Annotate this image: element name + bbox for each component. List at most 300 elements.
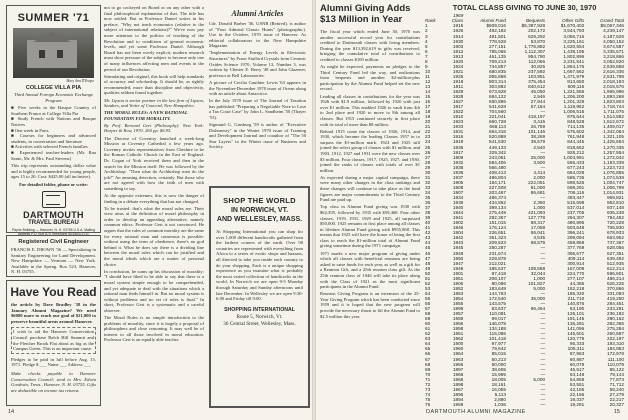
table-cell: 1897 <box>452 366 464 372</box>
table-cell: 584,406 <box>489 159 506 165</box>
table-cell: 40 <box>425 220 431 226</box>
table-cell: 1963 <box>452 356 464 362</box>
table-cell: 537,014 <box>567 205 585 211</box>
table-cell: 937,148 <box>607 205 624 211</box>
table-cell: 203,467 <box>489 189 506 195</box>
table-cell: 794,452 <box>607 215 624 221</box>
magazine-footer: DARTMOUTH ALUMNI MAGAZINE <box>426 409 526 415</box>
table-cell: 1,667,562 <box>563 68 585 74</box>
table-cell: 97,977 <box>491 341 506 347</box>
table-cell: — <box>540 311 546 317</box>
table-cell: — <box>540 396 546 402</box>
table-cell: 2,231,541 <box>563 58 585 64</box>
table-cell: 3,218,866 <box>603 53 624 59</box>
shop-sub1: IN NORWICH, VT. <box>230 207 289 214</box>
table-cell: 58,240 <box>609 386 624 392</box>
shop-addr2: 36 Central Street, Wellesley, Mass. <box>223 320 296 327</box>
summer-item: ■ Experienced teacher-leaders (Mr. Rau Santo, Mr. & Mrs. Paul Stevens) <box>11 149 96 161</box>
table-cell: 53,551 <box>569 381 585 387</box>
table-cell: 7 <box>425 53 428 59</box>
table-cell: 42,185 <box>569 386 585 392</box>
table-cell: 70 <box>425 371 431 377</box>
alumni-articles-column <box>209 5 306 181</box>
table-cell: 639,492 <box>607 255 624 261</box>
reward-ad <box>6 280 101 406</box>
table-cell: 3,052,820 <box>603 58 624 64</box>
table-cell: 1967 <box>452 386 464 392</box>
table-cell: 761,948 <box>567 134 585 140</box>
table-cell: 1950 <box>452 255 464 261</box>
table-cell: 680,835 <box>489 68 506 74</box>
story-paragraph: Behind 1915 come the classes of 1926, 1914, and 1930, which became the leading Classes 1957 in to surpass the $1-million mark. 1924 and 1925 still joined the select group of classes with $1 million, and 1903, 1912, 1927 and 1931 were the new classes over $3 million. Four classes, 1917, 1925, 1927, and 1930, joined the ranks of classes with totals of over $1 million. <box>320 128 420 173</box>
table-cell: 182,218 <box>567 285 585 291</box>
table-cell: 421,093 <box>528 210 546 216</box>
table-cell: 2,540 <box>533 144 546 150</box>
table-cell: — <box>540 164 546 170</box>
summer-item: ■ Five weeks in the Basque Country of Southern France at College Villa Pia <box>11 105 96 116</box>
table-cell: 785,065 <box>489 48 506 54</box>
table-cell: 18,161 <box>491 381 506 387</box>
table-cell: 1912 <box>452 48 464 54</box>
table-cell: 60,079 <box>569 361 585 367</box>
article-byline: By Prof. Bernard Gert (Philosophy). New York: Harper & Row, 1970. 260 pp. $6.95. <box>104 122 204 134</box>
table-cell: 65 <box>425 346 431 352</box>
table-cell: 183,648 <box>489 285 506 291</box>
summer-contact: For detailed folder, phone or write: <box>19 181 88 187</box>
table-cell: 1969 <box>452 401 464 407</box>
table-cell: 1,776,882 <box>524 43 546 49</box>
table-cell: 2,000 <box>533 174 546 180</box>
article-paragraph: To be trusted: that's what the moral rules are. Their view aims at the definition of moral philosophy in order to develop an appealing alternative, namely common ethics. Professor Gert is not convinced. He argues that the rules of common morality are the same for every rational man and consensus is possible: without using the term of obedience, there's no god behind it. What he does say there is a dividing line between the moral rules which can be justified and the moral ideals which are a matter of personal choice. <box>104 205 204 267</box>
table-cell: 50 <box>425 270 431 276</box>
table-cell: 1,014,931 <box>603 189 624 195</box>
travel-address: Payne Building — Hanover, N. H. 03755 U.S.A. Mailing address P.O. Box 870 Telephone 603/643-2711 <box>12 227 95 236</box>
table-cell: 629,292 <box>528 33 546 39</box>
table-cell: 709,213 <box>489 58 506 64</box>
table-cell: 541,530 <box>489 139 506 145</box>
table-cell: 1956 <box>452 321 464 327</box>
table-cell: 222,197 <box>607 336 624 342</box>
table-cell: 19 <box>425 114 431 120</box>
table-cell: 1916 <box>452 134 464 140</box>
table-title: TOTAL CLASS GIVING TO JUNE 30, 1970 <box>452 3 597 12</box>
table-cell: 1905 <box>452 179 464 185</box>
table-cell: 176,124 <box>489 225 506 231</box>
table-cell: 1896 <box>452 391 464 397</box>
table-cell: 53,190 <box>569 306 585 312</box>
table-cell: 27,279 <box>609 391 624 397</box>
summer-items <box>11 105 96 161</box>
table-cell: 1946 <box>452 225 464 231</box>
table-cell: 191,145 <box>567 316 585 322</box>
table-cell: 1,425,554 <box>603 139 624 145</box>
article-column <box>104 5 204 405</box>
table-cell: 120,779 <box>567 336 585 342</box>
table-cell: 27 <box>425 154 431 160</box>
table-cell: 503,648 <box>567 225 585 231</box>
table-cell: 87,963 <box>569 351 585 357</box>
table-cell: — <box>540 260 546 266</box>
table-cell: 15,995 <box>491 371 506 377</box>
table-cell: 26,769 <box>530 124 546 130</box>
villa-photo <box>13 28 94 78</box>
table-cell: 1954 <box>452 295 464 301</box>
table-cell: 2,531,798 <box>603 73 624 79</box>
table-cell: 486,374 <box>489 195 506 200</box>
table-cell: 108,568 <box>528 265 546 271</box>
table-cell: 1 <box>425 23 428 29</box>
table-cell: 1958 <box>452 326 464 332</box>
table-cell: 43 <box>425 235 431 241</box>
table-cell: 512,935 <box>607 260 624 266</box>
table-cell: 224,770 <box>567 270 585 276</box>
summer-item: ■ Study French with Nations and Basque Natives <box>11 116 96 127</box>
table-cell: 1,512,672 <box>603 119 624 125</box>
table-cell: 115,086 <box>489 331 506 337</box>
reward-form: Pledges to be paid in full before Aug. 15, 1971. Pledge $ ___ Name ___ Address ___ <box>11 356 96 368</box>
table-cell: 294,307 <box>567 215 585 221</box>
article-paragraph: At the opposite extremes, this is now the danger of finding in a debate everything that has not changed. <box>104 193 204 204</box>
table-cell: 704,560 <box>489 109 506 115</box>
table-cell: 5,113 <box>494 391 506 397</box>
table-cell: 1904 <box>452 230 464 236</box>
table-cell: 541,628 <box>489 104 506 110</box>
table-cell: — <box>540 290 546 296</box>
table-cell: 22,217 <box>609 396 624 402</box>
table-cell: 663,952 <box>607 235 624 241</box>
table-cell: 3,674,587 <box>603 43 624 49</box>
table-cell: 1,864,176 <box>563 63 585 69</box>
table-cell: 18,005 <box>491 376 506 382</box>
table-cell: 673,928 <box>489 89 506 95</box>
giving-table <box>424 13 625 407</box>
table-cell: 30 <box>425 169 431 175</box>
table-cell: 813,650 <box>567 78 585 84</box>
table-cell: 50,213 <box>491 356 506 362</box>
table-cell: 844,445 <box>567 139 585 145</box>
table-cell: 1959 <box>452 316 464 322</box>
table-cell: 46 <box>425 250 431 256</box>
shop-addr1: Route 5, Norwich, Vt. <box>236 313 283 320</box>
table-cell: 101,418 <box>489 336 506 342</box>
table-cell: — <box>540 351 546 357</box>
table-cell: 1939 <box>452 200 464 206</box>
table-cell: 38 <box>425 210 431 216</box>
table-cell: 68,579 <box>530 240 546 246</box>
table-cell: 38,269 <box>530 134 546 140</box>
table-cell: 370,866 <box>607 285 624 291</box>
table-cell: 1909 <box>452 154 464 160</box>
table-cell: 461,135 <box>489 53 506 59</box>
table-cell: 486,214 <box>607 275 624 281</box>
table-cell: 1960 <box>452 346 464 352</box>
shop-name: SHOPPING INTERNATIONAL <box>224 306 295 313</box>
table-cell: 193,310 <box>607 341 624 347</box>
table-cell: 4,414 <box>533 169 546 175</box>
table-cell: 86,681 <box>530 189 546 195</box>
table-cell: 1947 <box>452 260 464 266</box>
table-cell: 1,201,329 <box>563 99 585 105</box>
table-cell: 57 <box>425 306 431 312</box>
alumni-article-item: A picture of Cecilia Gauthier Lewis '63 appears in the November-December 1970 issue of Ocean along with an article about Antarctica. <box>209 79 306 97</box>
table-cell: 677,243 <box>567 164 585 170</box>
table-cell: 1966 <box>452 361 464 367</box>
table-cell: 459,868 <box>567 240 585 246</box>
shop-title: SHOP THE WORLD <box>223 196 296 205</box>
table-cell: 103,951 <box>528 73 546 79</box>
table-cell: 1,221,566 <box>563 89 585 95</box>
shop-body: At Shopping International you can shop for over 1,000 different handicrafts gathered from the farthest corners of the earth. Over 90 countries are represented with everything from Africa to a series of exotic shops and bazaars, all directed to take you inside each country to do your shopping. Each is a unique shopping experience as you examine what is probably the most varied collection of handicrafts in the world. In Norwich we are open 9-5 Monday through Saturday and Sunday afternoons until late December. In Wellesley we are open 9:30-6:00 and Friday till 9:00. <box>216 229 303 302</box>
table-cell: 71,712 <box>609 381 624 387</box>
table-cell: 77,873 <box>609 376 624 382</box>
table-cell: 17,058 <box>530 225 546 231</box>
table-cell: 2 <box>425 28 428 34</box>
table-cell: 51 <box>425 275 431 281</box>
table-cell: 1968 <box>452 371 464 377</box>
article-paragraph: Mr. Lipson is senior partner in the law firm of Lipson, Sanders, and Vetter of Concord, New Hampshire. <box>104 97 204 109</box>
table-cell: 1,112,307 <box>524 48 546 54</box>
table-cell: 275,449 <box>489 210 506 216</box>
summer-title: SUMMER '71 <box>17 12 90 24</box>
table-cell: 277,151 <box>489 43 506 49</box>
alumni-article-item: In the July 1970 issue of The Journal of Taxation has published "Preparing a Negotiable Note to Lose a Tax Court Case" by John L. Sandheim '50 (Thayer '53). <box>209 98 306 120</box>
column-header: Bequests <box>525 18 546 24</box>
table-cell: 1,074,539 <box>603 174 624 180</box>
story-paragraph: Leading all classes in contributions for the year was 1926 with $1.9 million, followed by 1920 with just over $1 million. This enabled 1926 to vault from 4th to 2nd place and 1920 to move to 8th among all classes. But 1915 continued securely in first place with its total of more than $8 million. <box>320 93 420 127</box>
table-cell: 284,451 <box>607 300 624 306</box>
story-paragraph: As might be expected, payments on pledges to the Third Century Fund led the way, and realizations from bequests and another $2-million-plus participation by the Alumni Fund helped set the new record. <box>320 64 420 92</box>
shop-ad <box>209 186 310 408</box>
table-cell: 1,270,335 <box>603 144 624 150</box>
table-cell: 212,021 <box>489 260 506 266</box>
table-cell: 1964 <box>452 351 464 357</box>
table-cell: 282,367 <box>489 215 506 221</box>
table-cell: 5 <box>425 43 428 49</box>
engineer-ad <box>6 235 101 277</box>
giving-story <box>320 4 420 406</box>
table-cell: 57,154 <box>530 104 546 110</box>
summer-item: ■ Activities with selected French families <box>11 144 88 150</box>
table-cell: — <box>540 109 546 115</box>
story-paragraph: 1971 marks a new major program of giving under which all classes with beneficial reunions are being asked to raise funds for each year, as well as a gift for a Reunion Gift, and a 25th reunion class gift. As the 25th reunion class of 1946 will take its place along with the Class of 1921 as the most significant participants in the Alumni Fund. <box>320 250 420 290</box>
table-cell: 208,107 <box>489 275 506 281</box>
table-cell: 1942 <box>452 235 464 241</box>
table-cell: 60,887 <box>569 356 585 362</box>
table-cell: 3,335,571 <box>603 48 624 54</box>
table-cell: 110,081 <box>489 311 506 317</box>
table-cell: — <box>540 321 546 327</box>
table-cell: — <box>540 195 546 200</box>
alumni-article-item: Cdr. Donald Barber '36, USNR (Retired), is author of "Four Admiral Classic Hunts" (photographic). Use in the October, 1970 issue of Hanover. As editorial collaborators in the New Hampshire Magazine. <box>209 21 306 49</box>
class-giving-table <box>424 4 625 408</box>
table-cell: 408,413 <box>489 169 506 175</box>
table-cell: 1922 <box>452 109 464 115</box>
table-cell: 184,953 <box>607 346 624 352</box>
table-cell: 2,015,576 <box>603 83 624 89</box>
table-cell: 684,122 <box>489 94 506 100</box>
table-cell: 172,540 <box>489 295 506 301</box>
table-cell: 1901 <box>452 270 464 276</box>
table-cell: 151,015 <box>489 220 506 226</box>
table-cell: 1,823,803 <box>603 99 624 105</box>
table-cell: — <box>540 391 546 397</box>
table-cell: 609,116 <box>567 83 585 89</box>
table-cell: 61 <box>425 326 431 332</box>
table-cell: 143,575 <box>489 300 506 306</box>
table-cell: 1,718,744 <box>603 104 624 110</box>
table-cell: 63 <box>425 336 431 342</box>
table-cell: 1917 <box>452 149 464 155</box>
table-cell: 58 <box>425 311 431 317</box>
table-cell: 1923 <box>452 119 464 125</box>
table-cell: 1902 <box>452 220 464 226</box>
summer-item: ■ One week in Paris <box>11 127 49 133</box>
table-cell: 1,004,747 <box>603 179 624 185</box>
story-paragraph: Top class in Alumni Fund giving was 1930 with $62,395, followed by 1935 with $59,468. Four other classes, 1919, 1931, 1929 and 1925, all surpassed $50,000. 1925 remains in first place among all classes in lifetime Alumni Fund giving with $955,868. This means that 1925 will have the honor of being the first class to reach the $1-million total of Alumni Fund giving sometime during the 1971 campaign. <box>320 204 420 249</box>
story-body <box>320 29 420 319</box>
table-cell: 46,517 <box>569 366 585 372</box>
table-cell: 49 <box>425 265 431 271</box>
table-cell: 69 <box>425 366 431 372</box>
table-cell: 969,821 <box>607 195 624 200</box>
table-cell: 1,321,105 <box>603 134 624 140</box>
table-cell: 282,366 <box>607 321 624 327</box>
table-cell: 1,409,017 <box>603 124 624 130</box>
table-cell: 2,018,193 <box>603 78 624 84</box>
table-cell: 1,965,996 <box>603 89 624 95</box>
table-cell: 660,728 <box>489 119 506 125</box>
table-cell: — <box>540 300 546 306</box>
table-cell: 27,944 <box>530 99 546 105</box>
table-cell: 928,212 <box>567 149 585 155</box>
table-cell: 1,000 <box>533 275 546 281</box>
table-cell: 1953 <box>452 290 464 296</box>
table-cell: 818,662 <box>567 144 585 150</box>
table-cell: 54 <box>425 290 431 296</box>
table-cell: 50,000 <box>491 361 506 367</box>
column-header: Class <box>451 18 464 24</box>
table-cell: 1914 <box>452 33 464 39</box>
table-cell: 144,763 <box>489 290 506 296</box>
table-cell: — <box>540 245 546 251</box>
table-cell: 678,933 <box>607 230 624 236</box>
table-cell: 399,134 <box>489 205 506 211</box>
table-cell: 35 <box>425 195 431 200</box>
summer-ad <box>6 5 101 236</box>
table-cell: 565,433 <box>567 159 585 165</box>
table-cell: 96,464 <box>530 306 546 312</box>
page-number-right: 15 <box>613 409 620 415</box>
table-cell: 1933 <box>452 124 464 130</box>
table-cell: 53 <box>425 285 431 291</box>
table-cell: 1,206,200 <box>563 94 585 100</box>
table-cell: 75 <box>425 396 431 402</box>
table-cell: 1929 <box>452 89 464 95</box>
table-cell: 11 <box>425 73 430 79</box>
table-cell: 598,525 <box>567 179 585 185</box>
table-cell: 1,006,799 <box>603 184 624 190</box>
table-cell: 1936 <box>452 169 464 175</box>
engineer-title: Registered Civil Engineer <box>18 239 89 245</box>
table-cell: 141,096 <box>567 326 585 332</box>
table-cell: 331,083 <box>607 290 624 296</box>
table-cell: 1932 <box>452 159 464 165</box>
table-cell: 76 <box>425 401 431 407</box>
reward-make: Make checks payable to Hanover Conservation Council; send to Mrs. Edwin Goodwin, Treas., Hanover, N. H. 03755. Gifts are deductible on income tax returns. <box>11 370 96 393</box>
table-cell: 1894 <box>452 396 464 402</box>
table-cell: 491,501 <box>489 33 506 39</box>
table-cell: 95,333 <box>569 341 585 347</box>
table-cell: 492,182 <box>489 28 506 34</box>
table-cell: 698,291 <box>567 184 585 190</box>
table-cell: 38,605 <box>491 366 506 372</box>
table-cell: 1,620,554 <box>563 43 585 49</box>
table-cell: 88,317 <box>530 220 546 226</box>
table-cell: 2,880 <box>494 396 506 402</box>
table-cell: 1,438,195 <box>563 48 585 54</box>
table-cell: 41 <box>425 225 431 231</box>
table-cell: 63,148 <box>569 371 585 377</box>
column-header: Rank <box>425 18 436 24</box>
table-cell: 1,003,991 <box>563 154 585 160</box>
story-title: Alumni Giving Adds $13 Million in Year <box>320 3 411 25</box>
table-cell: 21 <box>425 124 431 130</box>
table-cell: 1910 <box>452 114 464 120</box>
table-cell: 714,135 <box>567 124 585 130</box>
table-cell: 202,172 <box>528 28 546 34</box>
table-cell: 44,385 <box>569 280 585 286</box>
table-cell: 48 <box>425 260 431 266</box>
table-cell: 1913 <box>452 53 464 59</box>
table-cell: 20,327 <box>609 401 624 407</box>
table-cell: 1937 <box>452 174 464 180</box>
table-cell: 30,825 <box>530 63 546 69</box>
table-cell: 1961 <box>452 331 464 337</box>
table-cell: 73 <box>425 386 431 392</box>
table-cell: 1920 <box>452 58 464 64</box>
table-cell: 1,036 <box>494 401 506 407</box>
table-cell: 186,320 <box>567 290 585 296</box>
table-cell: 231,674 <box>489 250 506 256</box>
summer-note: This trip represents outstanding dollar value and is highly recommended for young people, ages 15 to 20. Cost: $425.00 (all inclusive). <box>11 163 96 180</box>
table-cell: 68 <box>425 361 431 367</box>
table-cell: 1898 <box>452 381 464 387</box>
reward-title: Have You Read <box>10 285 97 299</box>
table-cell: 56,041 <box>530 230 546 236</box>
table-year-label: 1969 <box>453 13 464 18</box>
table-cell: 1940 <box>452 205 464 211</box>
right-page <box>316 0 628 420</box>
table-cell: 935,248 <box>607 210 624 216</box>
table-cell: 145,501 <box>567 331 585 337</box>
table-cell: 26 <box>425 149 431 155</box>
table-cell: 1,000 <box>533 205 546 211</box>
article-paragraph: not to go cockeyed on Board or on any other with a final philosophical explanation of that. The title has now settled. But as Professor Daniel writes in his preface, "Why not teach economics (relative to the subject of international relations)?" We've now pay more attention to the politics of teaching of the Revolution and to conditions of general economic levels, and yet some Professor Daniel. Although Board has not been overly explicit, modern research must show pressure of the subject to become only one of many influences affecting men and events in the period of our Revolution. <box>104 5 204 72</box>
table-cell: 434,862 <box>489 200 506 206</box>
table-cell: 299,094 <box>567 235 585 241</box>
table-cell: 16,055 <box>491 386 506 392</box>
table-cell: 18 <box>425 109 431 115</box>
table-cell: 628,056 <box>607 245 624 251</box>
table-cell: — <box>540 361 546 367</box>
table-cell: 526,225 <box>607 280 624 286</box>
table-cell: 5,000 <box>533 376 546 382</box>
table-cell: 17 <box>425 104 431 110</box>
table-cell: 55 <box>425 295 431 301</box>
table-cell: 2,616,336 <box>603 68 624 74</box>
table-cell: 67 <box>425 356 431 362</box>
table-cell: 222,051 <box>528 179 546 185</box>
